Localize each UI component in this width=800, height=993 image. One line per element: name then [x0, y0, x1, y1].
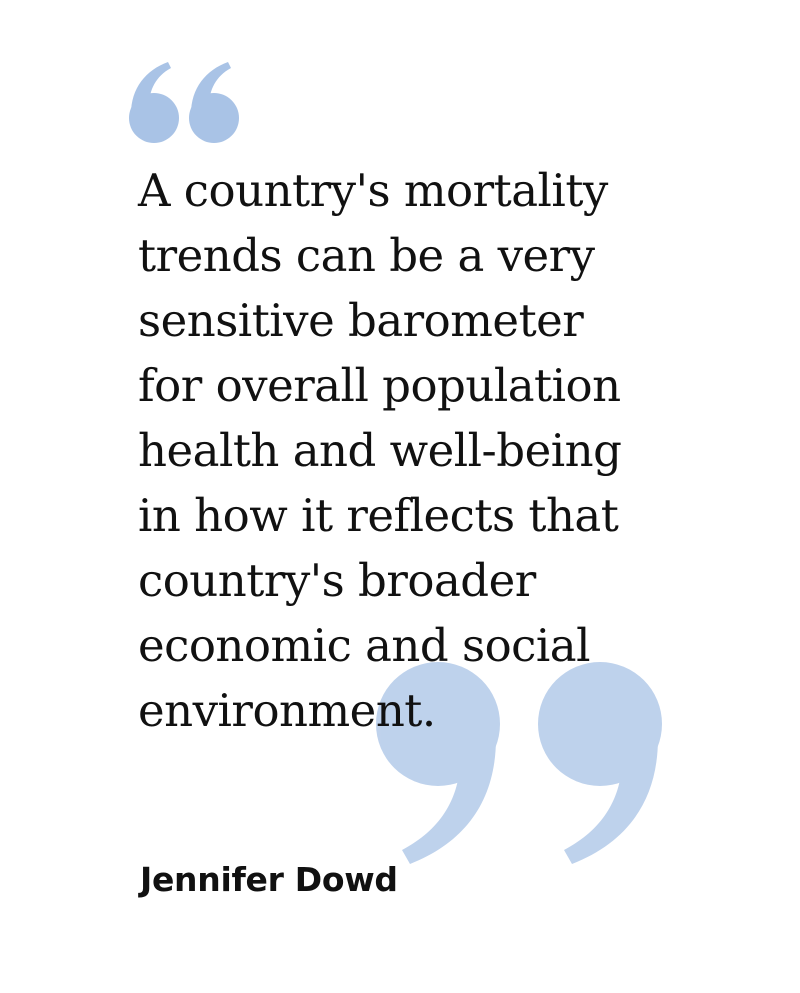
quote-line: country's broader: [138, 554, 536, 607]
quote-line: sensitive barometer: [138, 294, 584, 347]
quote-author: Jennifer Dowd: [140, 860, 398, 899]
quote-line: economic and social: [138, 619, 590, 672]
quote-line: environment.: [138, 684, 436, 737]
quote-line: A country's mortality: [138, 164, 608, 217]
quote-line: health and well-being: [138, 424, 622, 477]
quote-line: in how it reflects that: [138, 489, 619, 542]
quote-text: [138, 158, 758, 743]
quote-line: for overall population: [138, 359, 621, 412]
open-quote-mark-icon: [128, 58, 244, 144]
quote-line: trends can be a very: [138, 229, 595, 282]
